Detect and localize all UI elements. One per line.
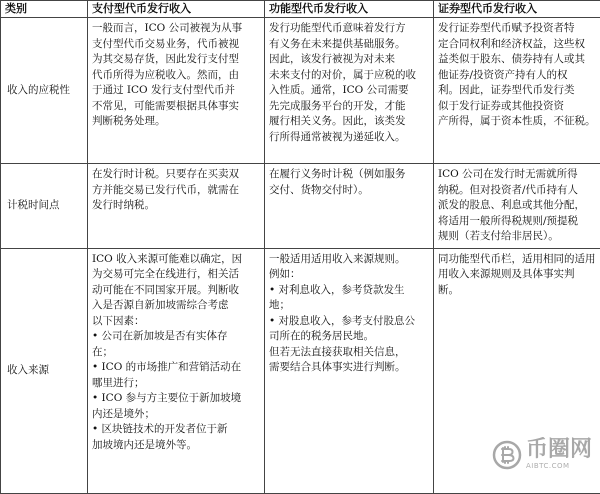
cell-text-line: 发行时纳税。 — [92, 198, 260, 214]
cell-text-line: 将适用一般所得税规则/预提税 — [438, 214, 596, 230]
header-category: 类别 — [1, 1, 88, 18]
cell-text-line: 交付、货物交付时）。 — [269, 183, 429, 199]
row-category: 收入来源 — [1, 248, 88, 493]
cell-text-line: 定合同权利和经济权益，这些权 — [438, 37, 596, 53]
cell-text-line: ICO 公司在发行时无需就所得 — [438, 167, 596, 183]
header-row — [1, 1, 600, 18]
cell-text-line: 加坡境内还是境外等。 — [92, 438, 260, 454]
cell-text-line: 利。因此，证券型代币发行类 — [438, 83, 596, 99]
cell-text-line: 例如： — [269, 267, 429, 283]
watermark-name: 币圈网 — [526, 439, 592, 461]
cell-text-line: 需要结合具体事实进行判断。 — [269, 360, 429, 376]
cell-text-line: 一般而言，ICO 公司被视为从事 — [92, 21, 260, 37]
cell-text-line: 未来支付的对价，属于应税的收 — [269, 68, 429, 84]
table-row — [1, 18, 600, 164]
cell-text-line: 地； — [269, 298, 429, 314]
cell-text-line: 行所得通常被视为递延收入。 — [269, 130, 429, 146]
cell-text-line: 纳税。但对投资者/代币持有人 — [438, 183, 596, 199]
cell-text-line: 因此，该发行被视为对未来 — [269, 52, 429, 68]
security-cell — [434, 164, 600, 249]
watermark-text — [526, 439, 592, 470]
utility-cell — [265, 164, 434, 249]
cell-text-line: 似于发行证券或其他投资资 — [438, 99, 596, 115]
cell-text-line: 一般适用适用收入来源规则。 — [269, 252, 429, 268]
bitcoin-b-icon — [492, 440, 522, 470]
cell-text-line: 代币所得为应税收入。然而，由 — [92, 68, 260, 84]
cell-text-line: 有义务在未来提供基础服务。 — [269, 37, 429, 53]
cell-text-line: 为交易可完全在线进行，相关活 — [92, 267, 260, 283]
table-body — [1, 18, 600, 494]
cell-text-line: 同功能型代币栏，适用相同的适用 — [438, 252, 596, 268]
header-security-token: 证券型代币发行收入 — [434, 1, 600, 18]
cell-text-line: 为其交易存货，因此发行支付型 — [92, 52, 260, 68]
cell-text-line: 派发的股息、利息或其他分配， — [438, 198, 596, 214]
watermark-url: AIBTC.COM — [526, 463, 570, 470]
cell-text-line: • 区块链技术的开发者位于新 — [92, 422, 260, 438]
cell-text-line: 在发行时计税。只要存在买卖双 — [92, 167, 260, 183]
cell-text-line: 支付型代币交易业务，代币被视 — [92, 37, 260, 53]
payment-cell — [88, 248, 265, 493]
cell-text-line: 规则（若支付给非居民）。 — [438, 229, 596, 245]
cell-text-line: 哪里进行； — [92, 376, 260, 392]
cell-text-line: 判断税务处理。 — [92, 114, 260, 130]
cell-text-line: • 对股息收入，参考支付股息公 — [269, 314, 429, 330]
cell-text-line: ICO 收入来源可能难以确定，因 — [92, 252, 260, 268]
cell-text-line: 司所在的税务居民地。 — [269, 329, 429, 345]
payment-cell — [88, 18, 265, 164]
cell-text-line: 产所得，属于资本性质，不征税。 — [438, 114, 596, 130]
watermark — [492, 439, 592, 470]
cell-text-line: 先完成服务平台的开发，才能 — [269, 99, 429, 115]
header-utility-token: 功能型代币发行收入 — [265, 1, 434, 18]
cell-text-line: • 对利息收入，参考贷款发生 — [269, 283, 429, 299]
cell-text-line: 益类似于股东、债券持有人或其 — [438, 52, 596, 68]
payment-cell — [88, 164, 265, 249]
row-category: 收入的应税性 — [1, 18, 88, 164]
cell-text-line: 内还是境外； — [92, 407, 260, 423]
cell-text-line: 发行功能型代币意味着发行方 — [269, 21, 429, 37]
cell-text-line: 在； — [92, 345, 260, 361]
header-payment-token: 支付型代币发行收入 — [88, 1, 265, 18]
cell-text-line: 动可能在不同国家开展。判断收 — [92, 283, 260, 299]
cell-text-line: 入性质。通常，ICO 公司需要 — [269, 83, 429, 99]
cell-text-line: • ICO 参与方主要位于新加坡境 — [92, 391, 260, 407]
utility-cell — [265, 248, 434, 493]
cell-text-line: 不常见，可能需要根据具体事实 — [92, 99, 260, 115]
row-category: 计税时间点 — [1, 164, 88, 249]
table-row — [1, 164, 600, 249]
cell-text-line: • ICO 的市场推广和营销活动在 — [92, 360, 260, 376]
cell-text-line: 以下因素： — [92, 314, 260, 330]
cell-text-line: 用收入来源规则及具体事实判 — [438, 267, 596, 283]
security-cell — [434, 18, 600, 164]
cell-text-line: 于通过 ICO 发行支付型代币并 — [92, 83, 260, 99]
cell-text-line: 断。 — [438, 283, 596, 299]
cell-text-line: 发行证券型代币赋予投资者特 — [438, 21, 596, 37]
cell-text-line: 在履行义务时计税（例如服务 — [269, 167, 429, 183]
cell-text-line: 入是否源自新加坡需综合考虑 — [92, 298, 260, 314]
cell-text-line: 但若无法直接获取相关信息， — [269, 345, 429, 361]
cell-text-line: 他证券/投资资产持有人的权 — [438, 68, 596, 84]
utility-cell — [265, 18, 434, 164]
cell-text-line: 履行相关义务。因此，该类发 — [269, 114, 429, 130]
cell-text-line: 方并能交易已发行代币，就需在 — [92, 183, 260, 199]
cell-text-line: • 公司在新加坡是否有实体存 — [92, 329, 260, 345]
